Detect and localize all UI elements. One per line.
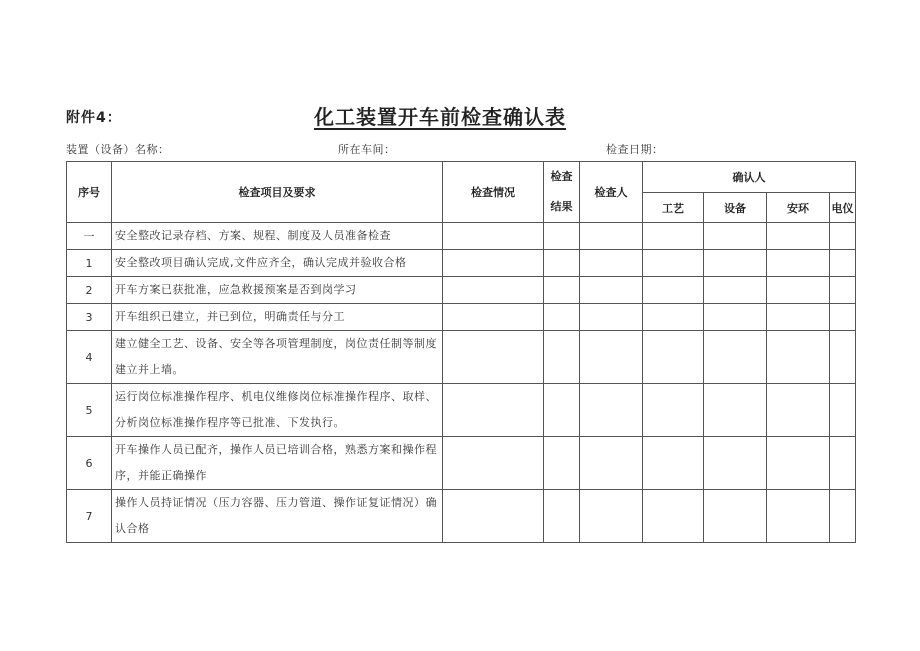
inspector-cell[interactable]: [580, 437, 643, 490]
row-number: 7: [67, 490, 112, 543]
electric-cell[interactable]: [830, 223, 856, 250]
electric-cell[interactable]: [830, 437, 856, 490]
process-cell[interactable]: [643, 437, 704, 490]
header-result: [544, 162, 580, 223]
result-cell[interactable]: [544, 384, 580, 437]
result-cell[interactable]: [544, 250, 580, 277]
inspector-cell[interactable]: [580, 331, 643, 384]
header-confirm: 确认人: [643, 162, 856, 193]
equipment-cell[interactable]: [704, 277, 767, 304]
electric-cell[interactable]: [830, 490, 856, 543]
process-cell[interactable]: [643, 277, 704, 304]
status-cell[interactable]: [443, 250, 544, 277]
table-row: [67, 223, 856, 250]
equipment-cell[interactable]: [704, 437, 767, 490]
header-result-top: 检查: [550, 170, 573, 183]
status-cell[interactable]: [443, 223, 544, 250]
electric-cell[interactable]: [830, 384, 856, 437]
header-seq: 序号: [67, 162, 112, 223]
status-cell[interactable]: [443, 277, 544, 304]
table-row: [67, 331, 856, 384]
status-cell[interactable]: [443, 331, 544, 384]
inspector-cell[interactable]: [580, 384, 643, 437]
process-cell[interactable]: [643, 384, 704, 437]
safety-env-cell[interactable]: [767, 304, 830, 331]
result-cell[interactable]: [544, 223, 580, 250]
safety-env-cell[interactable]: [767, 437, 830, 490]
equipment-cell[interactable]: [704, 490, 767, 543]
checklist-table: [66, 161, 856, 543]
device-name-label: 装置（设备）名称：: [66, 143, 170, 156]
header-equipment: 设备: [704, 193, 767, 223]
safety-env-cell[interactable]: [767, 277, 830, 304]
safety-env-cell[interactable]: [767, 384, 830, 437]
result-cell[interactable]: [544, 304, 580, 331]
table-row: [67, 277, 856, 304]
attachment-label: 附件4：: [66, 110, 122, 126]
process-cell[interactable]: [643, 223, 704, 250]
row-number: 5: [67, 384, 112, 437]
header-electric: 电仪: [830, 193, 856, 223]
row-item: 安全整改记录存档、方案、规程、制度及人员准备检查: [112, 223, 443, 250]
safety-env-cell[interactable]: [767, 223, 830, 250]
equipment-cell[interactable]: [704, 250, 767, 277]
inspector-cell[interactable]: [580, 223, 643, 250]
process-cell[interactable]: [643, 250, 704, 277]
table-row: [67, 490, 856, 543]
result-cell[interactable]: [544, 490, 580, 543]
status-cell[interactable]: [443, 490, 544, 543]
result-cell[interactable]: [544, 331, 580, 384]
result-cell[interactable]: [544, 277, 580, 304]
workshop-label: 所在车间：: [338, 143, 396, 156]
row-item: 安全整改项目确认完成,文件应齐全，确认完成并验收合格: [112, 250, 443, 277]
equipment-cell[interactable]: [704, 304, 767, 331]
inspector-cell[interactable]: [580, 277, 643, 304]
header-item: 检查项目及要求: [112, 162, 443, 223]
row-number: 4: [67, 331, 112, 384]
row-item: 开车组织已建立，并已到位，明确责任与分工: [112, 304, 443, 331]
table-row: [67, 304, 856, 331]
status-cell[interactable]: [443, 304, 544, 331]
inspector-cell[interactable]: [580, 250, 643, 277]
status-cell[interactable]: [443, 437, 544, 490]
row-number: 6: [67, 437, 112, 490]
header-process: 工艺: [643, 193, 704, 223]
result-cell[interactable]: [544, 437, 580, 490]
header-status: 检查情况: [443, 162, 544, 223]
table-row: [67, 384, 856, 437]
header-inspector: 检查人: [580, 162, 643, 223]
process-cell[interactable]: [643, 490, 704, 543]
header-result-bottom: 结果: [550, 200, 573, 213]
header-safety-env: 安环: [767, 193, 830, 223]
row-item: 操作人员持证情况（压力容器、压力管道、操作证复证情况）确认合格: [112, 490, 443, 543]
electric-cell[interactable]: [830, 250, 856, 277]
safety-env-cell[interactable]: [767, 331, 830, 384]
status-cell[interactable]: [443, 384, 544, 437]
equipment-cell[interactable]: [704, 223, 767, 250]
process-cell[interactable]: [643, 331, 704, 384]
row-item: 开车操作人员已配齐，操作人员已培训合格，熟悉方案和操作程序，并能正确操作: [112, 437, 443, 490]
row-number: 3: [67, 304, 112, 331]
process-cell[interactable]: [643, 304, 704, 331]
equipment-cell[interactable]: [704, 384, 767, 437]
safety-env-cell[interactable]: [767, 490, 830, 543]
safety-env-cell[interactable]: [767, 250, 830, 277]
equipment-cell[interactable]: [704, 331, 767, 384]
inspector-cell[interactable]: [580, 490, 643, 543]
electric-cell[interactable]: [830, 277, 856, 304]
row-number: 1: [67, 250, 112, 277]
table-row: [67, 250, 856, 277]
electric-cell[interactable]: [830, 304, 856, 331]
row-number: 一: [67, 223, 112, 250]
table-row: [67, 437, 856, 490]
check-date-label: 检查日期：: [606, 143, 664, 156]
form-title: 化工装置开车前检查确认表: [314, 105, 566, 129]
row-item: 运行岗位标准操作程序、机电仪维修岗位标准操作程序、取样、分析岗位标准操作程序等已批准、下发执行。: [112, 384, 443, 437]
electric-cell[interactable]: [830, 331, 856, 384]
row-item: 建立健全工艺、设备、安全等各项管理制度，岗位责任制等制度建立并上墙。: [112, 331, 443, 384]
inspector-cell[interactable]: [580, 304, 643, 331]
row-number: 2: [67, 277, 112, 304]
row-item: 开车方案已获批准，应急救援预案是否到岗学习: [112, 277, 443, 304]
